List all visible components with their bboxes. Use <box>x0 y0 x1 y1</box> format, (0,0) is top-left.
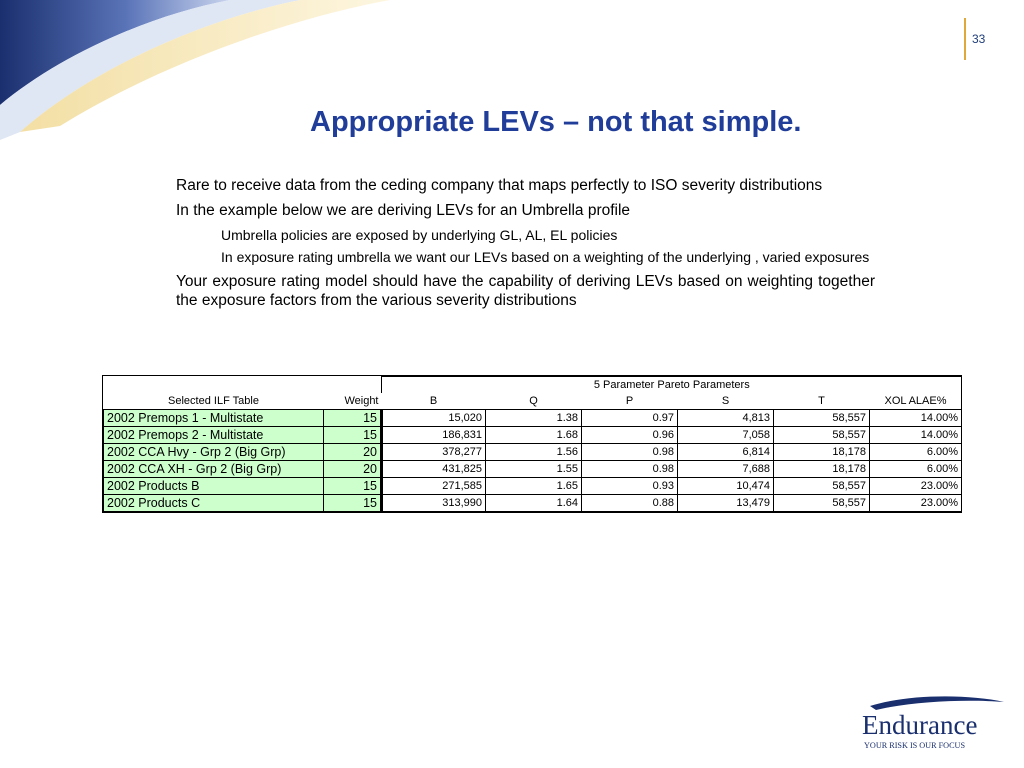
table-cell: 1.64 <box>486 495 582 512</box>
table-cell: 378,277 <box>382 444 486 461</box>
table-cell: 0.98 <box>582 461 678 478</box>
table-cell: 2002 Products C <box>104 495 324 512</box>
table-cell: 4,813 <box>678 410 774 427</box>
table-group-header-row <box>104 377 962 394</box>
table-row <box>104 495 962 512</box>
table-cell: 20 <box>324 444 382 461</box>
column-header: S <box>721 395 730 407</box>
table-cell: 58,557 <box>774 495 870 512</box>
table-cell: 271,585 <box>382 478 486 495</box>
table-cell: 0.96 <box>582 427 678 444</box>
table-header-row <box>104 393 962 410</box>
table-cell: 23.00% <box>870 478 962 495</box>
table-cell: 1.55 <box>486 461 582 478</box>
group-header: 5 Parameter Pareto Parameters <box>382 377 962 394</box>
table-cell: 14.00% <box>870 427 962 444</box>
page-number: 33 <box>972 32 986 46</box>
slide-title: Appropriate LEVs – not that simple. <box>310 106 802 138</box>
table-cell: 1.38 <box>486 410 582 427</box>
table-cell: 2002 CCA Hvy - Grp 2 (Big Grp) <box>104 444 324 461</box>
bullet-list <box>140 176 875 317</box>
table-cell: 0.97 <box>582 410 678 427</box>
sub-bullet-item: Umbrella policies are exposed by underlying GL, AL, EL policies <box>221 226 618 243</box>
column-header: XOL ALAE% <box>884 395 947 407</box>
column-header: Selected ILF Table <box>168 395 259 407</box>
table-cell: 15,020 <box>382 410 486 427</box>
table-cell: 58,557 <box>774 410 870 427</box>
table-cell: 58,557 <box>774 478 870 495</box>
logo-tagline: YOUR RISK IS OUR FOCUS <box>864 741 966 750</box>
table-cell: 7,688 <box>678 461 774 478</box>
table-cell: 15 <box>324 427 382 444</box>
table-cell: 0.98 <box>582 444 678 461</box>
table-cell: 2002 Premops 2 - Multistate <box>104 427 324 444</box>
logo-wordmark: Endurance <box>862 710 978 740</box>
bullet-item: Your exposure rating model should have the capability of deriving LEVs based on weighting together the exposure factors from the various severity distributions <box>176 272 875 310</box>
table-cell: 58,557 <box>774 427 870 444</box>
table-cell: 10,474 <box>678 478 774 495</box>
page-number-rule <box>964 18 966 60</box>
table-row <box>104 461 962 478</box>
endurance-logo <box>858 692 1008 756</box>
table-cell: 14.00% <box>870 410 962 427</box>
column-header: Weight <box>344 395 379 407</box>
table-row <box>104 410 962 427</box>
table-cell: 18,178 <box>774 444 870 461</box>
table-cell: 1.68 <box>486 427 582 444</box>
table-cell: 2002 Products B <box>104 478 324 495</box>
table-cell: 1.65 <box>486 478 582 495</box>
column-header: T <box>818 395 825 407</box>
table-cell: 6.00% <box>870 444 962 461</box>
table-cell: 1.56 <box>486 444 582 461</box>
table-cell: 6.00% <box>870 461 962 478</box>
sub-bullet-item: In exposure rating umbrella we want our LEVs based on a weighting of the underlying , varied exposures <box>221 249 870 266</box>
table-cell: 18,178 <box>774 461 870 478</box>
column-header: Q <box>529 395 538 407</box>
table-cell: 2002 Premops 1 - Multistate <box>104 410 324 427</box>
table-cell: 0.93 <box>582 478 678 495</box>
bullet-item: Rare to receive data from the ceding company that maps perfectly to ISO severity distributions <box>176 177 823 194</box>
ilf-parameter-table <box>102 375 962 513</box>
table-cell: 23.00% <box>870 495 962 512</box>
table-cell: 6,814 <box>678 444 774 461</box>
table-row <box>104 478 962 495</box>
column-header: B <box>429 395 438 407</box>
table-cell: 7,058 <box>678 427 774 444</box>
column-header: P <box>625 395 634 407</box>
table-cell: 186,831 <box>382 427 486 444</box>
bullet-item: In the example below we are deriving LEVs for an Umbrella profile <box>176 202 631 220</box>
table-cell: 15 <box>324 478 382 495</box>
table-cell: 13,479 <box>678 495 774 512</box>
table-row <box>104 427 962 444</box>
table-cell: 15 <box>324 495 382 512</box>
table-row <box>104 444 962 461</box>
table-cell: 0.88 <box>582 495 678 512</box>
table-cell: 313,990 <box>382 495 486 512</box>
table-cell: 20 <box>324 461 382 478</box>
table-cell: 431,825 <box>382 461 486 478</box>
table-cell: 2002 CCA XH - Grp 2 (Big Grp) <box>104 461 324 478</box>
table-cell: 15 <box>324 410 382 427</box>
